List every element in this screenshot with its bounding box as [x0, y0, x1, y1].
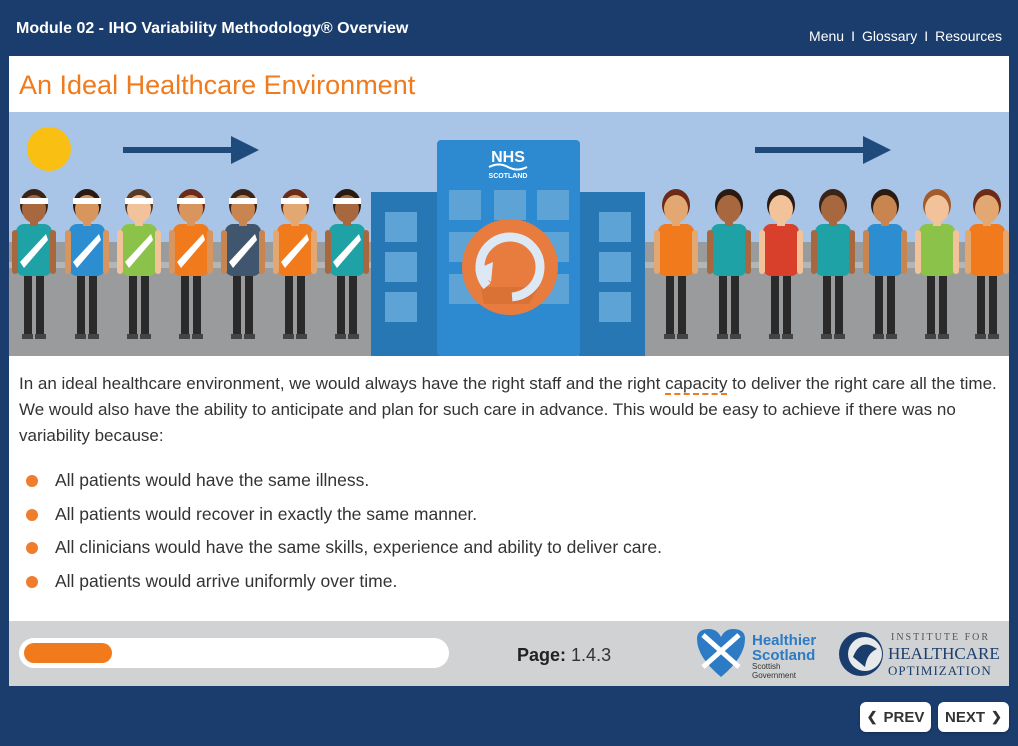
- intro-text-2: to deliver the right care all the time. We would also have the ability to anticipate and plan for such care in advance. This would be easy to achieve if there was no variability because:: [19, 374, 997, 445]
- page-label: Page:: [517, 645, 567, 665]
- intro-text-1: In an ideal healthcare environment, we would always have the right staff and the right: [19, 374, 666, 393]
- bullet-dot: [26, 542, 38, 554]
- prev-button[interactable]: [860, 702, 931, 732]
- logo-text: HEALTHCARE: [888, 644, 1000, 663]
- bullet-list: [23, 467, 662, 601]
- chevron-right-icon: ❯: [991, 709, 1002, 724]
- partner-logos: [695, 627, 1005, 682]
- bullet-dot: [26, 475, 38, 487]
- nav-separator: I: [851, 28, 855, 44]
- refresh-icon: [462, 219, 558, 315]
- list-item: [23, 534, 662, 568]
- chevron-left-icon: ❮: [866, 709, 878, 724]
- bullet-dot: [26, 509, 38, 521]
- glossary-term-capacity[interactable]: capacity: [665, 374, 728, 393]
- logo-text: Government: [752, 671, 797, 680]
- prev-label: PREV: [883, 708, 925, 726]
- logo-text: INSTITUTE FOR: [891, 632, 991, 643]
- content-panel: [9, 56, 1009, 621]
- glossary-link[interactable]: Glossary: [861, 28, 918, 44]
- intro-paragraph: [19, 371, 1004, 449]
- sun-icon: [27, 127, 71, 171]
- logo-text: Scotland: [752, 647, 816, 664]
- bullet-dot: [26, 576, 38, 588]
- list-item: [23, 467, 662, 501]
- top-nav: [809, 28, 1002, 44]
- illustration: [9, 112, 1009, 356]
- page-indicator: [517, 645, 611, 666]
- menu-link[interactable]: Menu: [809, 28, 845, 44]
- nav-separator: I: [924, 28, 929, 44]
- bullet-text: All patients would recover in exactly the same manner.: [55, 503, 478, 524]
- next-button[interactable]: [938, 702, 1009, 732]
- resources-link[interactable]: Resources: [935, 28, 1002, 44]
- healthier-scotland-logo: [697, 629, 816, 680]
- logo-text: Healthier: [752, 632, 817, 649]
- page-value: 1.4.3: [571, 645, 612, 665]
- progress-fill: [24, 643, 112, 663]
- progress-bar: [19, 638, 449, 668]
- hospital-logo-text: NHS: [491, 149, 525, 166]
- page-title: An Ideal Healthcare Environment: [19, 70, 416, 100]
- iho-logo: [839, 632, 1000, 678]
- next-label: NEXT: [945, 708, 986, 726]
- list-item: [23, 568, 662, 602]
- bullet-text: All patients would arrive uniformly over time.: [55, 570, 398, 591]
- list-item: [23, 501, 662, 535]
- footer-bar: [9, 621, 1009, 686]
- hospital-logo-subtext: SCOTLAND: [488, 173, 528, 180]
- bullet-text: All patients would have the same illness.: [55, 470, 370, 490]
- logo-text: OPTIMIZATION: [888, 663, 992, 678]
- bullet-text: All clinicians would have the same skills, experience and ability to deliver care.: [55, 537, 662, 557]
- module-title: Module 02 - IHO Variability Methodology® Overview: [16, 20, 409, 37]
- logo-text: Scottish: [752, 662, 781, 671]
